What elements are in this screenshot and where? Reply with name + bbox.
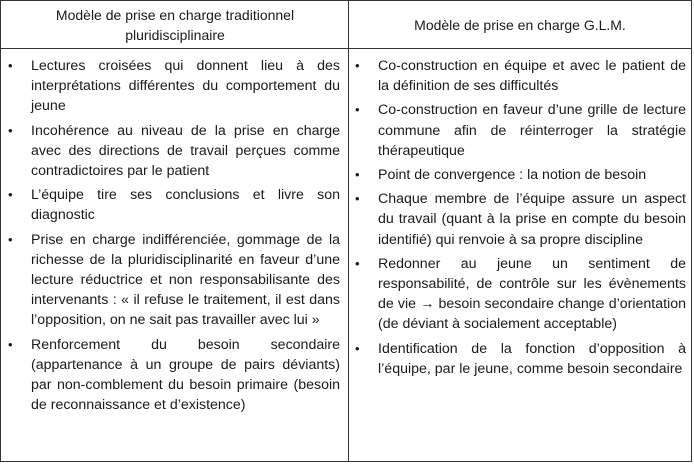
list-item [5, 335, 340, 416]
list-item [5, 56, 340, 117]
list-item-text: Point de convergence : la notion de besoin [378, 167, 647, 184]
list-item [352, 254, 686, 335]
list-item-text: Chaque membre de l’équipe assure un aspect du travail (quant à la prise en compte du besoin identifié) qui renvoie à sa propre discipline [378, 191, 686, 248]
list-item [352, 165, 686, 185]
list-item [5, 121, 340, 182]
bullet-icon: • [8, 187, 13, 203]
glm-model-list [352, 56, 686, 383]
list-item-text: Co-construction en équipe et avec le patient de la définition de ses difficultés [378, 58, 686, 95]
bullet-icon: • [355, 340, 360, 356]
bullet-icon: • [355, 167, 360, 183]
bullet-icon: • [8, 231, 13, 247]
list-item [352, 56, 686, 96]
bullet-icon: • [355, 255, 360, 271]
bullet-icon: • [355, 191, 360, 207]
column-divider [348, 1, 349, 461]
list-item [352, 189, 686, 250]
list-item-text: Identification de la fonction d’opposition à l’équipe, par le jeune, comme besoin secondaire [378, 340, 686, 377]
bullet-icon: • [8, 122, 13, 138]
bullet-icon: • [355, 58, 360, 73]
list-item-text: Incohérence au niveau de la prise en charge avec des directions de travail perçues comme contradictoires par le patient [31, 122, 340, 180]
list-item [352, 100, 686, 161]
traditional-model-list [5, 56, 340, 419]
header-traditional-model: Modèle de prise en charge traditionnel pluridisciplinaire [55, 7, 295, 43]
list-item [5, 185, 340, 225]
list-item-text: Lectures croisées qui donnent lieu à des interprétations différentes du comportement du jeune [31, 58, 340, 115]
list-item-text: L’équipe tire ses conclusions et livre son diagnostic [31, 187, 340, 224]
list-item-text: Redonner au jeune un sentiment de responsabilité, de contrôle sur les évènements de vie → besoin secondaire change d’orientation (de déviant à socialement acceptable) [378, 255, 686, 333]
list-item [352, 339, 686, 379]
header-glm-model: Modèle de prise en charge G.L.M. [414, 17, 626, 33]
bullet-icon: • [8, 336, 13, 352]
list-item-text: Prise en charge indifférenciée, gommage de la richesse de la pluridisciplinarité en faveur d’une lecture réductrice et non responsabilisante des intervenants : « il refuse le traitement, il est dans l’opposition, on ne sait pas travailler avec lui » [31, 231, 340, 329]
list-item [5, 230, 340, 331]
list-item-text: Co-construction en faveur d’une grille de lecture commune afin de réinterroger la stratégie thérapeutique [378, 102, 686, 159]
bullet-icon: • [8, 58, 13, 73]
list-item-text: Renforcement du besoin secondaire (appartenance à un groupe de pairs déviants) par non-comblement du besoin primaire (besoin de reconnaissance et d’existence) [31, 336, 340, 414]
bullet-icon: • [355, 102, 360, 118]
header-divider [1, 48, 691, 49]
